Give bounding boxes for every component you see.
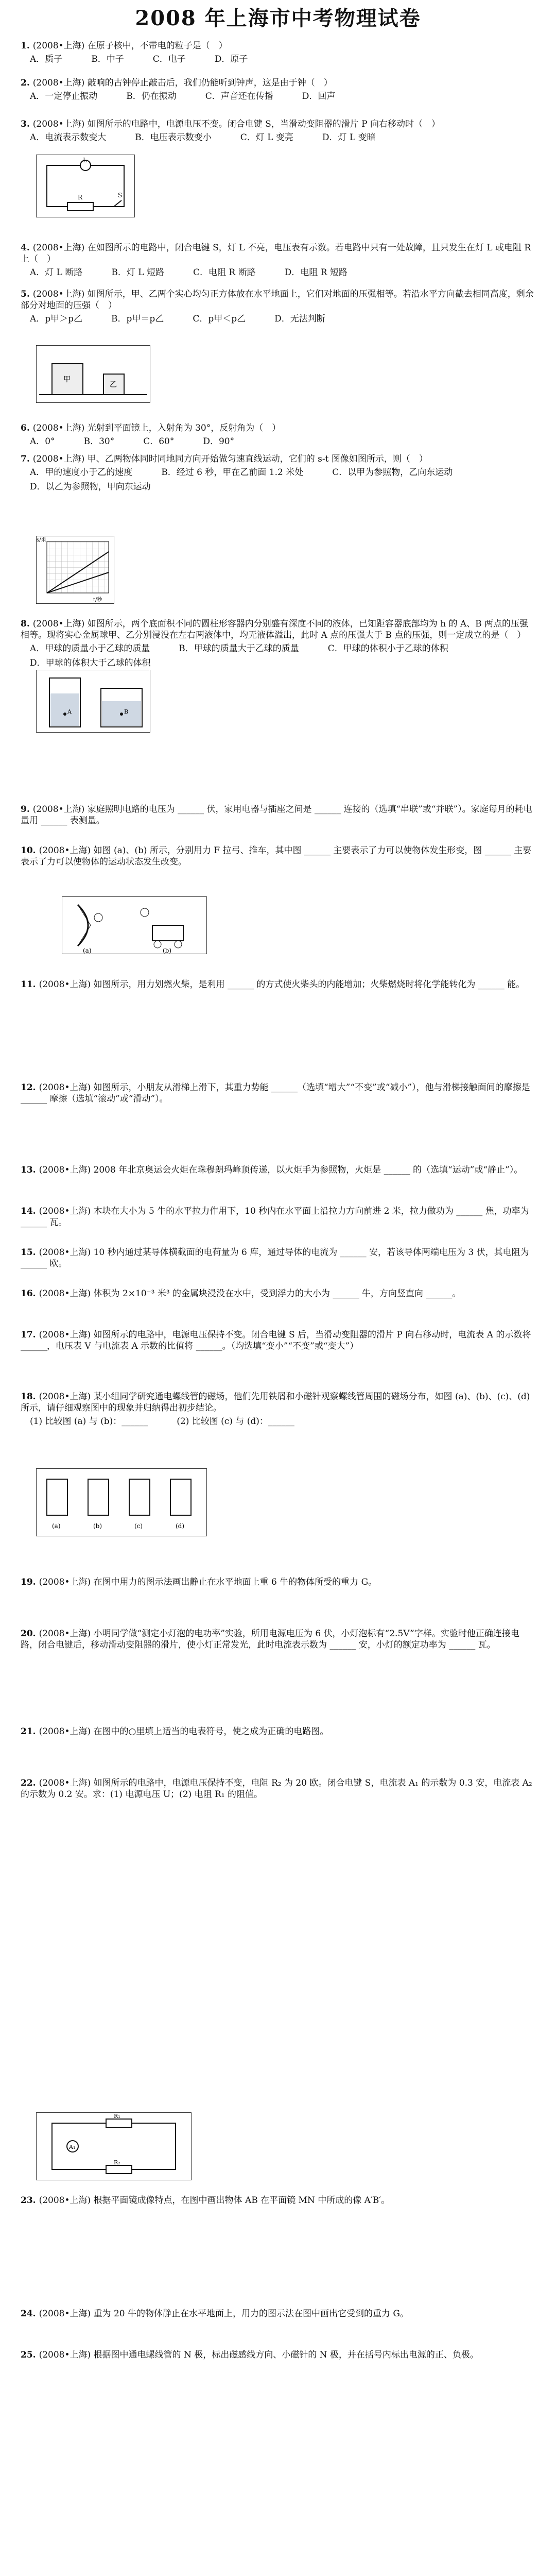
q10-b-caption: (b) bbox=[163, 947, 172, 954]
question-15 bbox=[21, 1247, 535, 1269]
question-19 bbox=[21, 1577, 535, 1588]
q8-point-a-label: A bbox=[67, 708, 72, 715]
answer-option: A．甲球的质量小于乙球的质量 bbox=[30, 643, 150, 654]
answer-options bbox=[21, 467, 535, 493]
question-number: 23. bbox=[21, 2195, 36, 2206]
question-12 bbox=[21, 1082, 535, 1105]
answer-option: B．30° bbox=[83, 436, 115, 447]
question-number: 17. bbox=[21, 1330, 36, 1340]
question-text: (2008•上海) 在图中用力的图示法画出静止在水平地面上重 6 牛的物体所受的重力 G。 bbox=[39, 1577, 377, 1587]
question-text: (2008•上海) 在如图所示的电路中，闭合电键 S，灯 L 不亮，电压表有示数。若电路中只有一处故障，且只发生在灯 L 或电阻 R 上（ ） bbox=[21, 243, 531, 264]
question-25 bbox=[21, 2349, 535, 2361]
question-7 bbox=[21, 453, 535, 493]
question-14 bbox=[21, 1206, 535, 1228]
question-text: (2008•上海) 如图所示的电路中，电源电压不变。闭合电键 S，当滑动变阻器的滑片 P 向右移动时（ ） bbox=[32, 119, 441, 129]
question-number: 9. bbox=[21, 804, 30, 815]
question-number: 16. bbox=[21, 1289, 36, 1299]
question-4 bbox=[21, 242, 535, 278]
question-23 bbox=[21, 2195, 535, 2206]
question-17 bbox=[21, 1329, 535, 1352]
question-number: 21. bbox=[21, 1726, 36, 1737]
question-text: (2008•上海) 体积为 2×10⁻³ 米³ 的金属块浸没在水中，受到浮力的大小为 ______ 牛，方向竖直向 ______。 bbox=[39, 1289, 461, 1299]
question-text: (2008•上海) 10 秒内通过某导体横截面的电荷量为 6 库，通过导体的电流为 ______ 安，若该导体两端电压为 3 伏，其电阻为 ______ 欧。 bbox=[21, 1247, 529, 1269]
answer-options bbox=[21, 132, 535, 143]
answer-options bbox=[21, 267, 535, 278]
question-text: (2008•上海) 光射到平面镜上，入射角为 30°，反射角为（ ） bbox=[32, 423, 281, 433]
q18-solenoid-figure bbox=[36, 1468, 207, 1536]
question-number: 7. bbox=[21, 454, 30, 464]
q7-x-axis-label: t/秒 bbox=[93, 597, 102, 603]
question-text: (2008•上海) 如图所示的电路中，电源电压保持不变。闭合电键 S 后，当滑动变阻器的滑片 P 向右移动时，电流表 A 的示数将 ______，电压表 V 与电流表 A 示数的比值将 ______。（均选填“变小”“不变”或“变大”） bbox=[21, 1330, 531, 1351]
answer-option: D．无法判断 bbox=[274, 314, 325, 324]
answer-option: D．原子 bbox=[214, 54, 248, 64]
q22-circuit-figure bbox=[36, 2112, 192, 2180]
question-number: 6. bbox=[21, 423, 30, 433]
question-text: (2008•上海) 敲响的古钟停止敲击后，我们仍能听到钟声，这是由于钟（ ） bbox=[32, 78, 333, 88]
answer-option: D．以乙为参照物，甲向东运动 bbox=[30, 482, 151, 492]
question-22 bbox=[21, 1777, 535, 1800]
answer-option: C．甲球的体积小于乙球的体积 bbox=[327, 643, 448, 654]
question-text: (2008•上海) 如图所示的电路中，电源电压保持不变，电阻 R₂ 为 20 欧。闭合电键 S，电流表 A₁ 的示数为 0.3 安，电流表 A₂ 的示数为 0.2 安。求：(1) 电源电压 U；(2) 电阻 R₁ 的阻值。 bbox=[21, 1778, 532, 1800]
question-number: 4. bbox=[21, 243, 30, 253]
q18-a-caption: (a) bbox=[52, 1522, 61, 1530]
answer-option: B．中子 bbox=[91, 54, 124, 64]
question-8 bbox=[21, 618, 535, 669]
q10-force-figure bbox=[62, 896, 207, 954]
answer-option: A．0° bbox=[30, 436, 55, 447]
question-number: 1. bbox=[21, 41, 30, 51]
question-text: (2008•上海) 根据平面镜成像特点，在图中画出物体 AB 在平面镜 MN 中所成的像 A′B′。 bbox=[39, 2195, 390, 2206]
question-5 bbox=[21, 289, 535, 325]
q8-containers-figure bbox=[36, 670, 150, 733]
answer-option: B．经过 6 秒，甲在乙前面 1.2 米处 bbox=[161, 467, 304, 478]
answer-option: D．90° bbox=[203, 436, 235, 447]
question-number: 5. bbox=[21, 289, 30, 299]
answer-option: B．灯 L 短路 bbox=[111, 267, 164, 278]
q5-jia-label: 甲 bbox=[63, 376, 71, 384]
answer-options bbox=[21, 54, 535, 65]
q3-switch-label: S bbox=[118, 192, 123, 199]
question-text: (2008•上海) 如图所示，甲、乙两个实心均匀正方体放在水平地面上，它们对地面的压强相等。若沿水平方向截去相同高度，剩余部分对地面的压强（ ） bbox=[21, 289, 534, 311]
answer-option: A．甲的速度小于乙的速度 bbox=[30, 467, 133, 478]
q5-cubes-figure bbox=[36, 345, 150, 403]
question-text: (2008•上海) 如图 (a)、(b) 所示，分别用力 F 拉弓、推车，其中图 ______ 主要表示了力可以使物体发生形变，图 ______ 主要表示了力可以使物体的运动状态发生改变。 bbox=[21, 845, 532, 867]
question-number: 13. bbox=[21, 1165, 36, 1175]
question-number: 12. bbox=[21, 1082, 36, 1093]
question-text: (2008•上海) 如图所示，小朋友从滑梯上滑下，其重力势能 ______（选填“增大”“不变”或“减小”），他与滑梯接触面间的摩擦是 ______ 摩擦（选填“滚动”或“滑动”）。 bbox=[21, 1082, 530, 1104]
question-number: 14. bbox=[21, 1206, 36, 1216]
answer-options bbox=[21, 313, 535, 325]
answer-options bbox=[21, 643, 535, 669]
question-text: (2008•上海) 如图所示，两个底面积不同的圆柱形容器内分别盛有深度不同的液体，已知距容器底部均为 h 的 A、B 两点的压强相等。现将实心金属球甲、乙分别浸没在左右两液体中，均无液体溢出，此时 A 点的压强大于 B 点的压强，则一定成立的是（ ） bbox=[21, 619, 529, 640]
q22-ammeter-label: A₁ bbox=[69, 2144, 76, 2150]
q7-y-axis-label: s/米 bbox=[37, 537, 46, 543]
question-number: 10. bbox=[21, 845, 36, 856]
question-number: 19. bbox=[21, 1577, 36, 1587]
answer-option: D．甲球的体积大于乙球的体积 bbox=[30, 658, 151, 668]
answer-option: D．灯 L 变暗 bbox=[322, 132, 376, 143]
question-20 bbox=[21, 1628, 535, 1651]
answer-option: A．质子 bbox=[30, 54, 63, 64]
question-16 bbox=[21, 1288, 535, 1299]
q7-st-graph bbox=[36, 536, 114, 604]
question-9 bbox=[21, 804, 535, 826]
answer-option: A．一定停止振动 bbox=[30, 91, 98, 101]
answer-option: C．电子 bbox=[152, 54, 186, 64]
question-text: (2008•上海) 在图中的○里填上适当的电表符号，使之成为正确的电路图。 bbox=[39, 1726, 329, 1737]
q8-point-b-label: B bbox=[124, 708, 129, 715]
question-13 bbox=[21, 1164, 535, 1176]
question-6 bbox=[21, 422, 535, 447]
q22-r2-label: R₂ bbox=[114, 2159, 120, 2166]
answer-option: (1) 比较图 (a) 与 (b)：______ bbox=[30, 1416, 148, 1427]
question-number: 8. bbox=[21, 619, 30, 629]
answer-option: C．灯 L 变亮 bbox=[240, 132, 293, 143]
question-text: (2008•上海) 如图所示，用力划燃火柴，是利用 ______ 的方式使火柴头的内能增加；火柴燃烧时将化学能转化为 ______ 能。 bbox=[39, 979, 525, 990]
question-number: 22. bbox=[21, 1778, 36, 1788]
question-text: (2008•上海) 木块在大小为 5 牛的水平拉力作用下，10 秒内在水平面上沿拉力方向前进 2 米，拉力做功为 ______ 焦，功率为 ______ 瓦。 bbox=[21, 1206, 529, 1228]
question-number: 18. bbox=[21, 1392, 36, 1402]
q22-r1-label: R₁ bbox=[114, 2113, 120, 2120]
answer-option: B．甲球的质量大于乙球的质量 bbox=[179, 643, 299, 654]
answer-option: A．电流表示数变大 bbox=[30, 132, 107, 143]
answer-options bbox=[21, 436, 535, 447]
question-number: 15. bbox=[21, 1247, 36, 1258]
answer-option: C．60° bbox=[143, 436, 175, 447]
question-number: 11. bbox=[21, 979, 36, 990]
answer-option: (2) 比较图 (c) 与 (d)：______ bbox=[177, 1416, 294, 1427]
answer-option: A．灯 L 断路 bbox=[30, 267, 83, 278]
answer-option: C．p甲＜p乙 bbox=[193, 314, 246, 324]
answer-option: C．声音还在传播 bbox=[205, 91, 273, 101]
answer-option: C．电阻 R 断路 bbox=[193, 267, 256, 278]
answer-option: B．电压表示数变小 bbox=[135, 132, 212, 143]
question-text: (2008•上海) 重为 20 牛的物体静止在水平地面上，用力的图示法在图中画出它受到的重力 G。 bbox=[39, 2309, 409, 2319]
question-21 bbox=[21, 1726, 535, 1737]
question-text: (2008•上海) 小明同学做“测定小灯泡的电功率”实验，所用电源电压为 6 伏，小灯泡标有“2.5V”字样。实验时他正确连接电路，闭合电键后，移动滑动变阻器的滑片，使小灯正常发光，此时电流表示数为 ______ 安，小灯的额定功率为 ______ 瓦。 bbox=[21, 1629, 519, 1650]
question-number: 25. bbox=[21, 2350, 36, 2360]
q5-yi-label: 乙 bbox=[110, 381, 117, 389]
q18-c-caption: (c) bbox=[134, 1522, 143, 1530]
question-text: (2008•上海) 根据图中通电螺线管的 N 极，标出磁感线方向、小磁针的 N 极，并在括号内标出电源的正、负极。 bbox=[39, 2350, 479, 2360]
page-title: 2008 年上海市中考物理试卷 bbox=[135, 6, 421, 30]
question-10 bbox=[21, 845, 535, 868]
q3-resistor-label: R bbox=[78, 194, 83, 201]
question-number: 24. bbox=[21, 2309, 36, 2319]
q18-d-caption: (d) bbox=[176, 1522, 185, 1530]
question-text: (2008•上海) 在原子核中，不带电的粒子是（ ） bbox=[32, 41, 228, 51]
question-text: (2008•上海) 某小组同学研究通电螺线管的磁场，他们先用铁屑和小磁针观察螺线管周围的磁场分布，如图 (a)、(b)、(c)、(d) 所示，请仔细观察图中的现象并归纳得出初步结论。 bbox=[21, 1392, 530, 1413]
question-11 bbox=[21, 979, 535, 990]
question-number: 20. bbox=[21, 1629, 36, 1639]
answer-option: A．p甲＞p乙 bbox=[30, 314, 83, 324]
answer-options bbox=[21, 1416, 535, 1427]
question-24 bbox=[21, 2308, 535, 2319]
q18-b-caption: (b) bbox=[93, 1522, 102, 1530]
answer-option: B．p甲＝p乙 bbox=[111, 314, 164, 324]
question-text: (2008•上海) 甲、乙两物体同时同地同方向开始做匀速直线运动，它们的 s-t 图像如图所示，则（ ） bbox=[32, 454, 428, 464]
question-text: (2008•上海) 2008 年北京奥运会火炬在珠穆朗玛峰顶传递，以火炬手为参照物，火炬是 ______ 的（选填“运动”或“静止”）。 bbox=[39, 1165, 523, 1175]
q3-circuit-figure bbox=[36, 155, 135, 217]
answer-options bbox=[21, 91, 535, 102]
answer-option: D．电阻 R 短路 bbox=[284, 267, 348, 278]
question-number: 3. bbox=[21, 119, 30, 129]
question-3 bbox=[21, 118, 535, 143]
question-18 bbox=[21, 1391, 535, 1427]
question-1 bbox=[21, 40, 535, 65]
answer-option: B．仍在振动 bbox=[126, 91, 177, 101]
answer-option: C．以甲为参照物，乙向东运动 bbox=[332, 467, 453, 478]
question-2 bbox=[21, 77, 535, 102]
q3-lamp-label: L bbox=[83, 157, 87, 164]
question-text: (2008•上海) 家庭照明电路的电压为 ______ 伏，家用电器与插座之间是 ______ 连接的（选填“串联”或“并联”）。家庭每月的耗电量用 ______ 表测量。 bbox=[21, 804, 532, 826]
question-number: 2. bbox=[21, 78, 30, 88]
q10-a-caption: (a) bbox=[83, 947, 92, 954]
answer-option: D．回声 bbox=[302, 91, 336, 101]
